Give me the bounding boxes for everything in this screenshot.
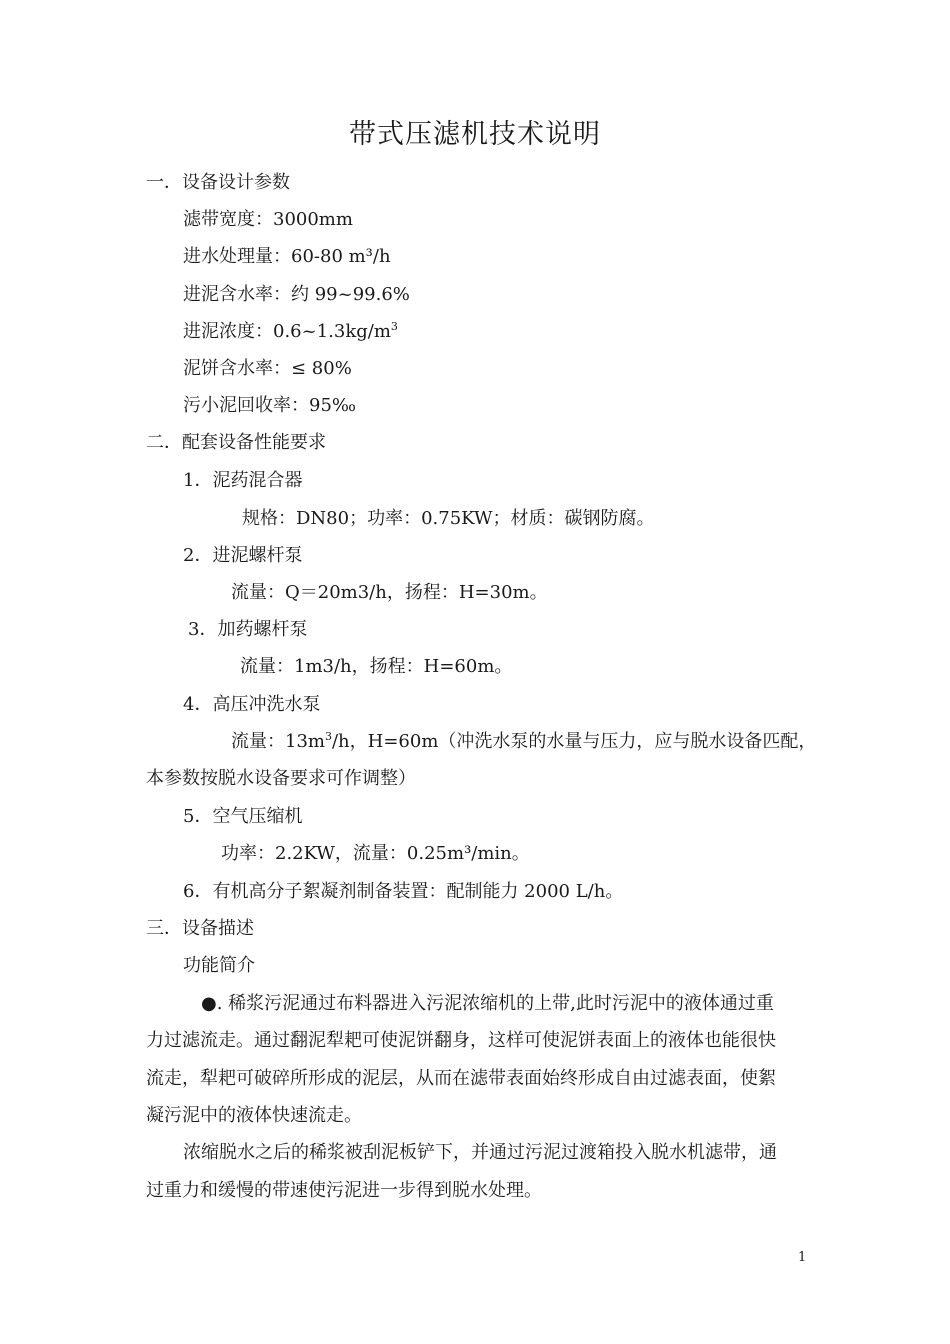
equipment-5-title: 5．空气压缩机 (183, 806, 303, 827)
section-1-heading: 一．设备设计参数 (146, 172, 290, 193)
paragraph-2-line-1: 浓缩脱水之后的稀浆被刮泥板铲下，并通过污泥过渡箱投入脱水机滤带，通 (183, 1142, 777, 1163)
section-3-heading: 三．设备描述 (146, 918, 254, 939)
function-intro-subheading: 功能简介 (183, 955, 255, 976)
equipment-4-spec-continued: 本参数按脱水设备要求可作调整） (146, 768, 416, 789)
param-inflow-moisture: 进泥含水率：约 99~99.6% (183, 284, 410, 305)
param-inflow-capacity: 进水处理量：60-80 m³/h (183, 246, 391, 267)
equipment-5-spec: 功率：2.2KW，流量：0.25m³/min。 (221, 843, 530, 864)
section-2-heading: 二．配套设备性能要求 (146, 432, 326, 453)
paragraph-1-line-1: ●. 稀浆污泥通过布料器进入污泥浓缩机的上带,此时污泥中的液体通过重 (201, 993, 774, 1014)
equipment-4-title: 4．高压冲洗水泵 (183, 694, 321, 715)
equipment-3-title: 3．加药螺杆泵 (188, 619, 308, 640)
paragraph-1-line-4: 凝污泥中的液体快速流走。 (146, 1105, 362, 1126)
paragraph-1-line-2: 力过滤流走。通过翻泥犁耙可使泥饼翻身，这样可使泥饼表面上的液体也能很快 (146, 1030, 776, 1051)
param-recovery-rate: 污小泥回收率：95‰ (183, 395, 357, 416)
param-cake-moisture: 泥饼含水率：≤ 80% (183, 358, 352, 379)
paragraph-1-line-3: 流走，犁耙可破碎所形成的泥层，从而在滤带表面始终形成自由过滤表面，使絮 (146, 1068, 776, 1089)
paragraph-2-line-2: 过重力和缓慢的带速使污泥进一步得到脱水处理。 (146, 1180, 542, 1201)
equipment-2-spec: 流量：Q＝20m3/h，扬程：H=30m。 (231, 582, 548, 603)
equipment-6-line: 6．有机高分子絮凝剂制备装置：配制能力 2000 L/h。 (183, 881, 624, 902)
equipment-1-title: 1．泥药混合器 (183, 470, 303, 491)
param-sludge-density: 进泥浓度：$0.6\sim 1.3kg/m^3$ (183, 320, 398, 342)
equipment-4-spec: 流量：$13m^3/h$，H=60m（冲洗水泵的水量与压力，应与脱水设备匹配， (231, 730, 817, 752)
equipment-2-title: 2．进泥螺杆泵 (183, 545, 303, 566)
equipment-1-spec: 规格：DN80；功率：0.75KW；材质：碳钢防腐。 (242, 508, 655, 529)
document-title: 带式压滤机技术说明 (349, 119, 601, 150)
param-belt-width: 滤带宽度：3000mm (183, 209, 353, 230)
equipment-3-spec: 流量：1m3/h，扬程：H=60m。 (240, 656, 513, 677)
page-number: 1 (798, 1250, 807, 1265)
